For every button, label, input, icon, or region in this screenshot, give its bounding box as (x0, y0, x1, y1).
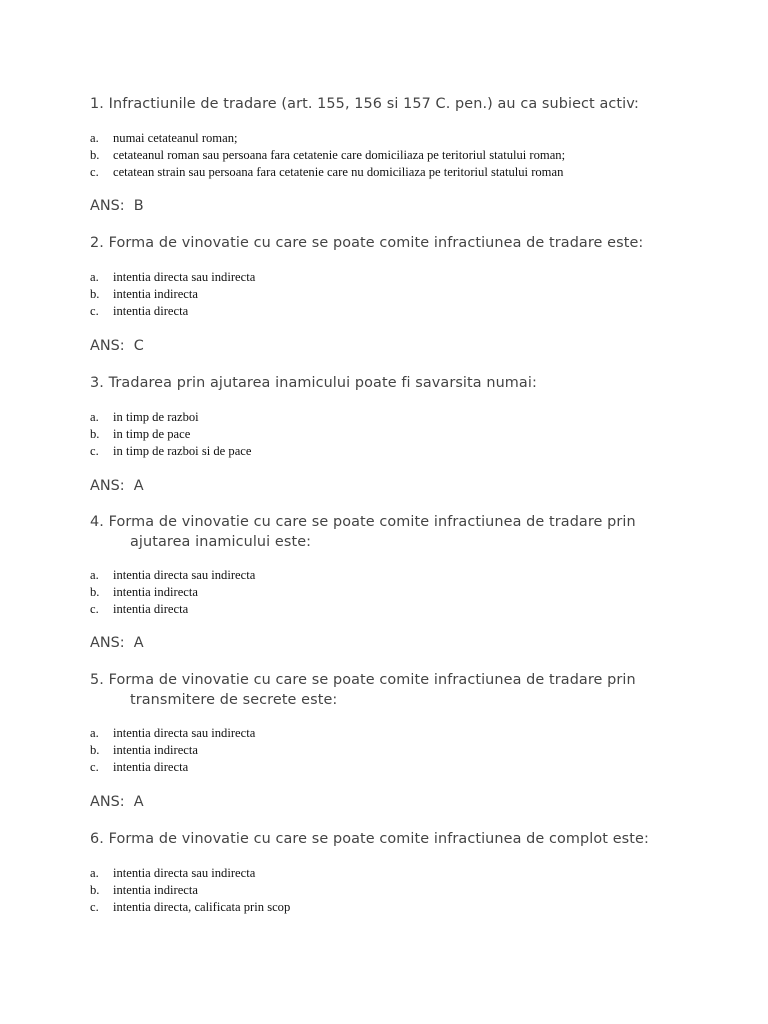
question-6 (90, 829, 690, 849)
option-text: intentia indirecta (113, 287, 198, 301)
option-c (90, 899, 730, 916)
option-c (90, 601, 730, 618)
option-letter: c. (90, 900, 99, 914)
option-letter: a. (90, 270, 99, 284)
option-text: intentia indirecta (113, 883, 198, 897)
answer-value: A (133, 635, 144, 651)
question-text: Forma de vinovatie cu care se poate comite infractiunea de tradare este: (108, 235, 644, 251)
answer-4 (90, 633, 144, 653)
answer-5 (90, 792, 144, 812)
option-b (90, 147, 730, 164)
option-a (90, 865, 730, 882)
option-text: cetatean strain sau persoana fara cetatenie care nu domiciliaza pe teritoriul statului roman (113, 165, 564, 179)
option-letter: b. (90, 743, 100, 757)
question-1 (90, 94, 690, 114)
answer-1 (90, 196, 144, 216)
option-a (90, 725, 730, 742)
option-letter: a. (90, 726, 99, 740)
question-text: Forma de vinovatie cu care se poate comite infractiunea de complot este: (108, 831, 649, 847)
question-2 (90, 233, 690, 253)
answer-value: B (133, 198, 144, 214)
option-letter: c. (90, 444, 99, 458)
answer-label: ANS: (90, 338, 125, 354)
option-letter: c. (90, 304, 99, 318)
option-text: intentia directa sau indirecta (113, 866, 256, 880)
question-number: 2. (90, 235, 104, 251)
option-text: in timp de razboi (113, 410, 199, 424)
option-text: intentia directa (113, 602, 189, 616)
option-letter: b. (90, 585, 100, 599)
option-letter: a. (90, 568, 99, 582)
option-b (90, 426, 730, 443)
option-c (90, 759, 730, 776)
options-3 (90, 409, 730, 460)
option-text: intentia directa, calificata prin scop (113, 900, 291, 914)
option-letter: a. (90, 410, 99, 424)
option-text: in timp de razboi si de pace (113, 444, 252, 458)
question-number: 6. (90, 831, 104, 847)
options-2 (90, 269, 730, 320)
option-letter: a. (90, 866, 99, 880)
option-text: intentia directa (113, 760, 189, 774)
options-1 (90, 130, 730, 181)
option-c (90, 164, 730, 181)
question-text: Forma de vinovatie cu care se poate comite infractiunea de tradare prin (108, 514, 636, 530)
option-a (90, 567, 730, 584)
answer-label: ANS: (90, 635, 125, 651)
answer-label: ANS: (90, 794, 125, 810)
option-text: in timp de pace (113, 427, 191, 441)
option-letter: c. (90, 165, 99, 179)
question-number: 3. (90, 375, 104, 391)
question-text-continued: transmitere de secrete este: (130, 692, 338, 708)
question-number: 5. (90, 672, 104, 688)
option-a (90, 409, 730, 426)
option-a (90, 269, 730, 286)
question-text: Infractiunile de tradare (art. 155, 156 si 157 C. pen.) au ca subiect activ: (108, 96, 640, 112)
question-text-continued: ajutarea inamicului este: (130, 534, 312, 550)
answer-label: ANS: (90, 198, 125, 214)
option-c (90, 303, 730, 320)
question-number: 1. (90, 96, 104, 112)
question-text: Forma de vinovatie cu care se poate comite infractiunea de tradare prin (108, 672, 636, 688)
question-5 (90, 670, 690, 710)
answer-label: ANS: (90, 478, 125, 494)
option-text: cetateanul roman sau persoana fara cetatenie care domiciliaza pe teritoriul statului roman; (113, 148, 566, 162)
options-4 (90, 567, 730, 618)
options-5 (90, 725, 730, 776)
question-text: Tradarea prin ajutarea inamicului poate fi savarsita numai: (108, 375, 537, 391)
option-text: intentia indirecta (113, 743, 198, 757)
option-letter: c. (90, 602, 99, 616)
answer-value: C (133, 338, 144, 354)
question-4 (90, 512, 690, 552)
answer-value: A (133, 794, 144, 810)
option-b (90, 584, 730, 601)
option-b (90, 742, 730, 759)
question-3 (90, 373, 690, 393)
option-text: numai cetateanul roman; (113, 131, 238, 145)
option-letter: b. (90, 148, 100, 162)
option-text: intentia indirecta (113, 585, 198, 599)
option-text: intentia directa sau indirecta (113, 270, 256, 284)
option-c (90, 443, 730, 460)
answer-value: A (133, 478, 144, 494)
answer-2 (90, 336, 144, 356)
option-letter: b. (90, 883, 100, 897)
option-a (90, 130, 730, 147)
option-letter: c. (90, 760, 99, 774)
option-b (90, 286, 730, 303)
option-text: intentia directa sau indirecta (113, 726, 256, 740)
option-text: intentia directa sau indirecta (113, 568, 256, 582)
answer-3 (90, 476, 144, 496)
option-b (90, 882, 730, 899)
option-letter: a. (90, 131, 99, 145)
option-letter: b. (90, 427, 100, 441)
option-letter: b. (90, 287, 100, 301)
option-text: intentia directa (113, 304, 189, 318)
options-6 (90, 865, 730, 916)
question-number: 4. (90, 514, 104, 530)
